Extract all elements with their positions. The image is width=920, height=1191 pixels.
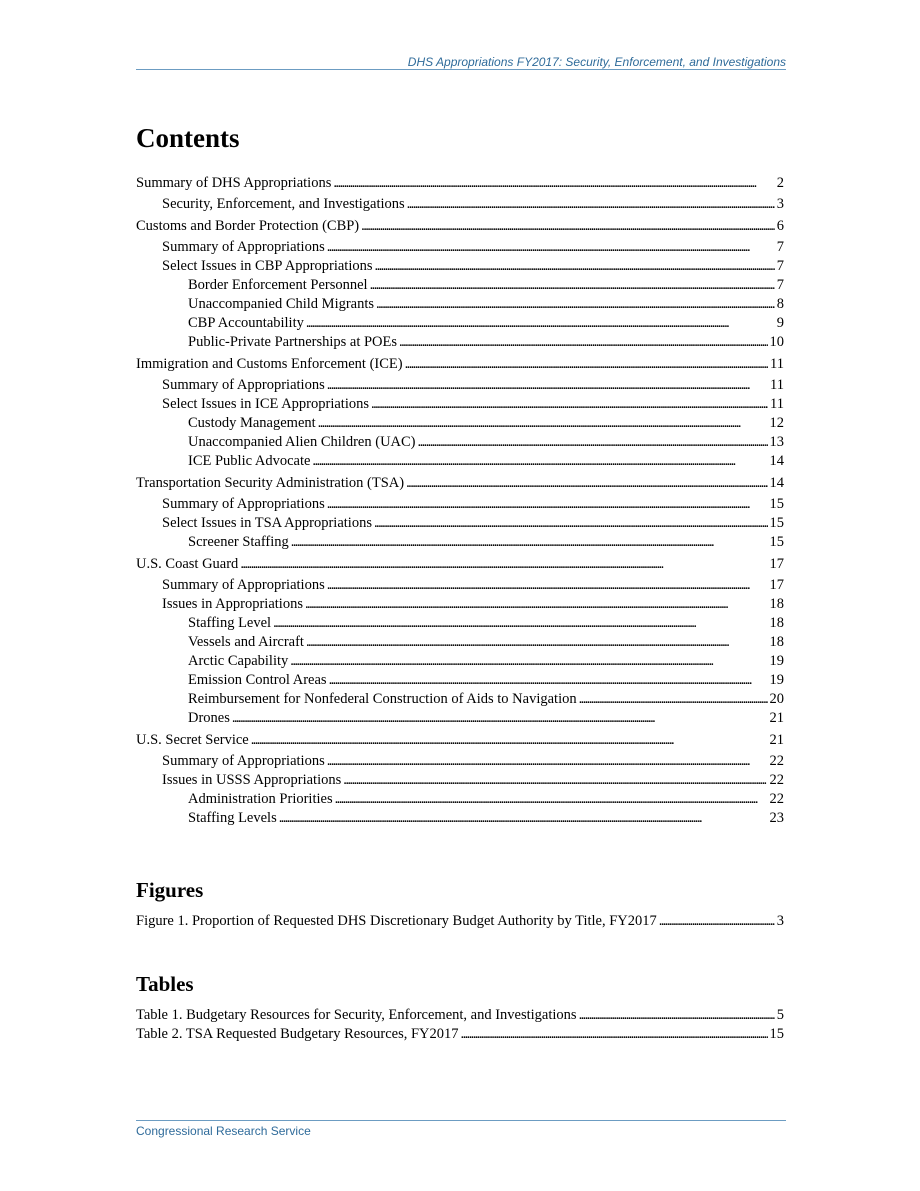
- toc-entry-page-number: 10: [769, 334, 784, 350]
- toc-entry-page-number: 22: [769, 772, 784, 788]
- dot-leader: [291, 533, 768, 552]
- dot-leader: [659, 912, 775, 931]
- dot-leader: [327, 576, 768, 595]
- dot-leader: [333, 174, 774, 193]
- toc-entry-title: Administration Priorities: [188, 791, 333, 807]
- toc-entry[interactable]: [136, 709, 784, 728]
- toc-entry-title: Reimbursement for Nonfederal Construction of Aids to Navigation: [188, 691, 577, 707]
- dot-leader: [335, 790, 768, 809]
- toc-entry-title: Transportation Security Administration (TSA): [136, 475, 405, 491]
- toc-entry[interactable]: [136, 671, 784, 690]
- toc-entry[interactable]: [136, 790, 784, 809]
- toc-entry-title: Select Issues in ICE Appropriations: [162, 396, 370, 412]
- dot-leader: [312, 452, 767, 471]
- toc-entry-page-number: 15: [769, 496, 784, 512]
- table-entry[interactable]: [136, 1025, 784, 1044]
- contents-list: [136, 174, 784, 828]
- toc-entry-page-number: 15: [769, 515, 784, 531]
- toc-entry[interactable]: [136, 809, 784, 828]
- toc-entry[interactable]: [136, 238, 784, 257]
- dot-leader: [305, 595, 768, 614]
- dot-leader: [327, 376, 768, 395]
- toc-entry-page-number: 8: [776, 296, 784, 312]
- contents-heading: Contents: [136, 123, 240, 153]
- dot-leader: [375, 257, 775, 276]
- toc-entry-title: Screener Staffing: [188, 534, 289, 550]
- toc-entry[interactable]: [136, 433, 784, 452]
- toc-entry-page-number: 19: [769, 672, 784, 688]
- toc-entry-title: Select Issues in CBP Appropriations: [162, 258, 373, 274]
- table-entry-title: Table 1. Budgetary Resources for Security, Enforcement, and Investigations: [136, 1007, 577, 1023]
- toc-entry[interactable]: [136, 333, 784, 352]
- toc-entry[interactable]: [136, 217, 784, 236]
- table-entry-page-number: 15: [769, 1026, 784, 1042]
- toc-entry-page-number: 22: [769, 791, 784, 807]
- dot-leader: [327, 238, 775, 257]
- toc-entry[interactable]: [136, 276, 784, 295]
- toc-entry[interactable]: [136, 514, 784, 533]
- dot-leader: [361, 217, 775, 236]
- toc-entry-title: Issues in Appropriations: [162, 596, 303, 612]
- toc-entry[interactable]: [136, 731, 784, 750]
- tables-heading: Tables: [136, 972, 194, 996]
- dot-leader: [407, 195, 775, 214]
- dot-leader: [376, 295, 775, 314]
- toc-entry[interactable]: [136, 614, 784, 633]
- figure-entry[interactable]: [136, 912, 784, 931]
- toc-entry-title: Summary of Appropriations: [162, 753, 325, 769]
- toc-entry-title: Public-Private Partnerships at POEs: [188, 334, 398, 350]
- toc-entry[interactable]: [136, 314, 784, 333]
- toc-entry-title: Summary of Appropriations: [162, 377, 325, 393]
- toc-entry-page-number: 9: [776, 315, 784, 331]
- header-rule: [136, 69, 786, 70]
- toc-entry[interactable]: [136, 752, 784, 771]
- dot-leader: [343, 771, 767, 790]
- toc-entry-page-number: 12: [769, 415, 784, 431]
- toc-entry[interactable]: [136, 555, 784, 574]
- toc-entry[interactable]: [136, 195, 784, 214]
- toc-entry-title: Staffing Levels: [188, 810, 277, 826]
- toc-entry-page-number: 19: [769, 653, 784, 669]
- toc-entry-page-number: 7: [776, 258, 784, 274]
- toc-entry[interactable]: [136, 474, 784, 493]
- toc-entry[interactable]: [136, 376, 784, 395]
- footer-rule: [136, 1120, 786, 1121]
- toc-entry[interactable]: [136, 295, 784, 314]
- toc-entry-page-number: 11: [770, 377, 784, 393]
- toc-entry-page-number: 18: [769, 615, 784, 631]
- tables-list: [136, 1006, 784, 1044]
- toc-entry-page-number: 14: [769, 453, 784, 469]
- toc-entry[interactable]: [136, 533, 784, 552]
- table-entry[interactable]: [136, 1006, 784, 1025]
- toc-entry-title: Arctic Capability: [188, 653, 289, 669]
- toc-entry[interactable]: [136, 257, 784, 276]
- toc-entry[interactable]: [136, 652, 784, 671]
- toc-entry-page-number: 14: [769, 475, 784, 491]
- toc-entry-title: Issues in USSS Appropriations: [162, 772, 342, 788]
- toc-entry-title: Summary of Appropriations: [162, 577, 325, 593]
- toc-entry[interactable]: [136, 395, 784, 414]
- toc-entry[interactable]: [136, 414, 784, 433]
- toc-entry-page-number: 20: [769, 691, 784, 707]
- dot-leader: [279, 809, 768, 828]
- table-entry-page-number: 5: [776, 1007, 784, 1023]
- toc-entry-title: Unaccompanied Alien Children (UAC): [188, 434, 416, 450]
- dot-leader: [374, 514, 768, 533]
- dot-leader: [306, 314, 775, 333]
- dot-leader: [418, 433, 768, 452]
- toc-entry-title: Summary of DHS Appropriations: [136, 175, 332, 191]
- toc-entry[interactable]: [136, 595, 784, 614]
- toc-entry[interactable]: [136, 690, 784, 709]
- dot-leader: [579, 1006, 775, 1025]
- dot-leader: [290, 652, 767, 671]
- toc-entry-page-number: 21: [769, 732, 784, 748]
- dot-leader: [371, 395, 768, 414]
- toc-entry-page-number: 22: [769, 753, 784, 769]
- toc-entry-title: U.S. Coast Guard: [136, 556, 239, 572]
- toc-entry-title: Drones: [188, 710, 230, 726]
- toc-entry-title: Unaccompanied Child Migrants: [188, 296, 375, 312]
- toc-entry-page-number: 15: [769, 534, 784, 550]
- toc-entry-page-number: 18: [769, 596, 784, 612]
- toc-entry-page-number: 3: [776, 196, 784, 212]
- toc-entry-page-number: 13: [769, 434, 784, 450]
- toc-entry-title: Staffing Level: [188, 615, 272, 631]
- toc-entry-title: Emission Control Areas: [188, 672, 327, 688]
- toc-entry-page-number: 7: [776, 239, 784, 255]
- toc-entry[interactable]: [136, 633, 784, 652]
- dot-leader: [232, 709, 768, 728]
- toc-entry-title: Summary of Appropriations: [162, 239, 325, 255]
- running-header: DHS Appropriations FY2017: Security, Enforcement, and Investigations: [407, 55, 786, 69]
- toc-entry[interactable]: [136, 174, 784, 193]
- dot-leader: [461, 1025, 768, 1044]
- toc-entry-page-number: 11: [770, 396, 784, 412]
- dot-leader: [327, 752, 768, 771]
- dot-leader: [329, 671, 768, 690]
- toc-entry-page-number: 7: [776, 277, 784, 293]
- dot-leader: [318, 414, 768, 433]
- toc-entry[interactable]: [136, 576, 784, 595]
- dot-leader: [306, 633, 768, 652]
- toc-entry-title: Vessels and Aircraft: [188, 634, 304, 650]
- toc-entry-title: Custody Management: [188, 415, 316, 431]
- dot-leader: [579, 690, 768, 709]
- toc-entry-title: U.S. Secret Service: [136, 732, 249, 748]
- dot-leader: [273, 614, 767, 633]
- toc-entry[interactable]: [136, 495, 784, 514]
- figure-entry-page-number: 3: [776, 913, 784, 929]
- toc-entry-page-number: 17: [769, 556, 784, 572]
- toc-entry-page-number: 23: [769, 810, 784, 826]
- toc-entry-page-number: 17: [769, 577, 784, 593]
- dot-leader: [405, 355, 768, 374]
- toc-entry-page-number: 2: [776, 175, 784, 191]
- dot-leader: [251, 731, 768, 750]
- toc-entry-title: Customs and Border Protection (CBP): [136, 218, 360, 234]
- dot-leader: [370, 276, 775, 295]
- toc-entry-title: Immigration and Customs Enforcement (ICE): [136, 356, 403, 372]
- toc-entry-title: ICE Public Advocate: [188, 453, 311, 469]
- dot-leader: [240, 555, 767, 574]
- figures-list: [136, 912, 784, 931]
- toc-entry-page-number: 18: [769, 634, 784, 650]
- dot-leader: [399, 333, 767, 352]
- toc-entry-title: Border Enforcement Personnel: [188, 277, 368, 293]
- figures-heading: Figures: [136, 878, 204, 902]
- dot-leader: [327, 495, 768, 514]
- figure-entry-title: Figure 1. Proportion of Requested DHS Discretionary Budget Authority by Title, FY2017: [136, 913, 657, 929]
- toc-entry-page-number: 11: [770, 356, 784, 372]
- running-footer: Congressional Research Service: [136, 1124, 311, 1138]
- toc-entry-page-number: 6: [776, 218, 784, 234]
- toc-entry[interactable]: [136, 771, 784, 790]
- toc-entry-title: CBP Accountability: [188, 315, 304, 331]
- toc-entry[interactable]: [136, 355, 784, 374]
- toc-entry-page-number: 21: [769, 710, 784, 726]
- toc-entry-title: Select Issues in TSA Appropriations: [162, 515, 372, 531]
- table-entry-title: Table 2. TSA Requested Budgetary Resources, FY2017: [136, 1026, 459, 1042]
- toc-entry-title: Security, Enforcement, and Investigations: [162, 196, 405, 212]
- toc-entry[interactable]: [136, 452, 784, 471]
- dot-leader: [406, 474, 767, 493]
- toc-entry-title: Summary of Appropriations: [162, 496, 325, 512]
